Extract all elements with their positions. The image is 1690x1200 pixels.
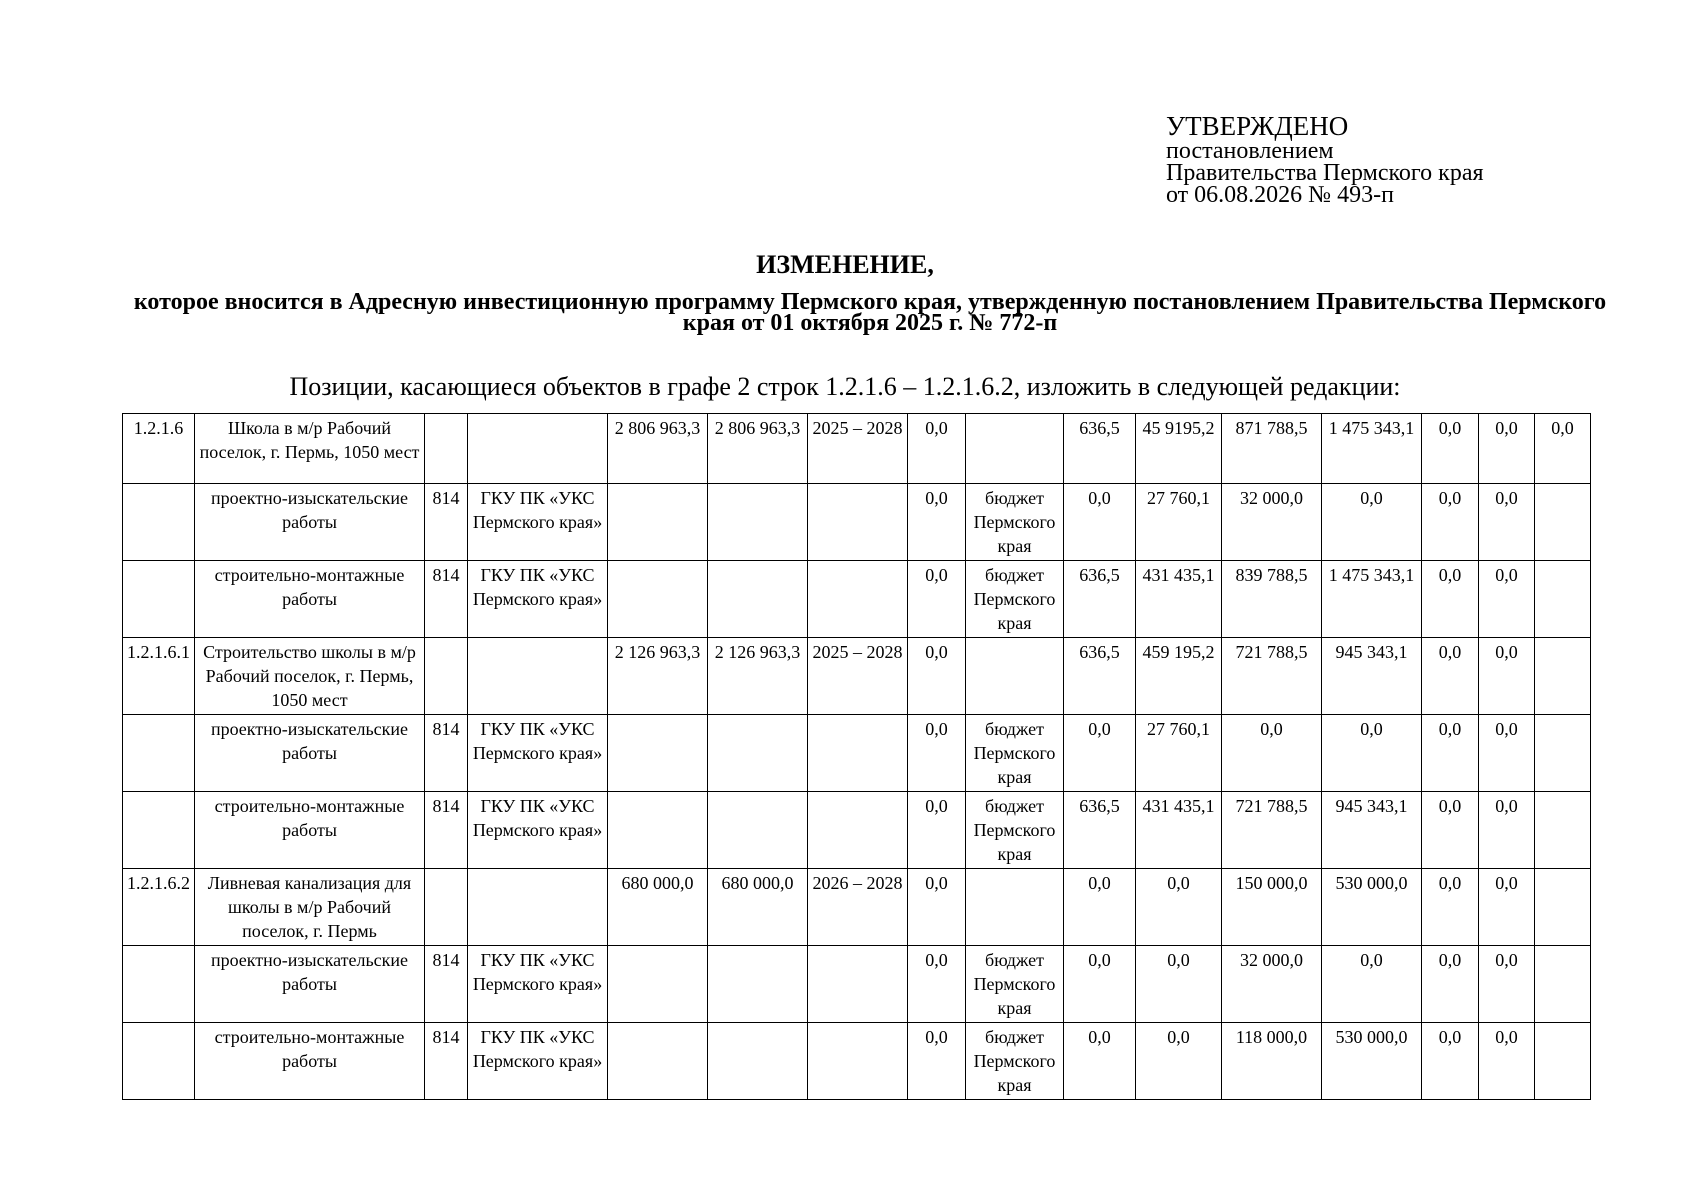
table-cell: бюджет Пермского края: [966, 484, 1064, 561]
table-cell: [425, 869, 468, 946]
table-cell: 27 760,1: [1136, 715, 1222, 792]
table-cell: 2 806 963,3: [708, 414, 808, 484]
table-cell: 1 475 343,1: [1322, 414, 1422, 484]
table-cell: [1535, 1023, 1591, 1100]
table-cell: ГКУ ПК «УКС Пермского края»: [468, 561, 608, 638]
table-cell: 0,0: [908, 946, 966, 1023]
table-cell: [608, 561, 708, 638]
table-cell: 1.2.1.6: [123, 414, 195, 484]
table-row: [123, 792, 1591, 869]
document-title: ИЗМЕНЕНИЕ,: [756, 250, 934, 279]
table-cell: 0,0: [1322, 946, 1422, 1023]
table-cell: строительно-монтажные работы: [195, 1023, 425, 1100]
table-cell: [1535, 638, 1591, 715]
table-row: [123, 561, 1591, 638]
table-cell: [808, 715, 908, 792]
table-cell: 0,0: [908, 484, 966, 561]
table-cell: 0,0: [1422, 869, 1479, 946]
table-cell: 431 435,1: [1136, 561, 1222, 638]
approval-date: от 06.08.2026 № 493-п: [1166, 182, 1394, 208]
table-cell: 2 126 963,3: [608, 638, 708, 715]
table-cell: [1535, 484, 1591, 561]
table-cell: 27 760,1: [1136, 484, 1222, 561]
table-cell: 814: [425, 561, 468, 638]
table-cell: [608, 1023, 708, 1100]
table-cell: проектно-изыскательские работы: [195, 484, 425, 561]
table-cell: 0,0: [1479, 638, 1535, 715]
table-cell: 814: [425, 484, 468, 561]
table-cell: [608, 484, 708, 561]
table-cell: [123, 561, 195, 638]
table-cell: 0,0: [1535, 414, 1591, 484]
table-cell: [708, 715, 808, 792]
table-cell: 118 000,0: [1222, 1023, 1322, 1100]
table-cell: 871 788,5: [1222, 414, 1322, 484]
table-cell: [123, 1023, 195, 1100]
table-cell: 814: [425, 792, 468, 869]
table-cell: 0,0: [1064, 715, 1136, 792]
table-cell: 0,0: [1479, 869, 1535, 946]
table-cell: 0,0: [1422, 792, 1479, 869]
table-cell: 0,0: [908, 561, 966, 638]
table-cell: 1.2.1.6.2: [123, 869, 195, 946]
table-cell: 32 000,0: [1222, 946, 1322, 1023]
table-body: [123, 414, 1591, 1100]
table-cell: 1.2.1.6.1: [123, 638, 195, 715]
table-cell: 0,0: [1479, 1023, 1535, 1100]
table-cell: 839 788,5: [1222, 561, 1322, 638]
table-cell: строительно-монтажные работы: [195, 561, 425, 638]
table-cell: бюджет Пермского края: [966, 715, 1064, 792]
table-cell: 945 343,1: [1322, 638, 1422, 715]
table-cell: 0,0: [1064, 946, 1136, 1023]
table-cell: 636,5: [1064, 561, 1136, 638]
table-cell: [468, 869, 608, 946]
table-row: [123, 946, 1591, 1023]
table-cell: 680 000,0: [608, 869, 708, 946]
table-cell: 0,0: [1064, 869, 1136, 946]
program-table: [122, 413, 1591, 1100]
table-cell: [608, 792, 708, 869]
table-cell: [608, 715, 708, 792]
table-cell: 2026 – 2028: [808, 869, 908, 946]
table-cell: [468, 638, 608, 715]
table-cell: 0,0: [1422, 946, 1479, 1023]
table-cell: бюджет Пермского края: [966, 792, 1064, 869]
table-cell: проектно-изыскательские работы: [195, 715, 425, 792]
table-cell: Ливневая канализация для школы в м/р Рабочий поселок, г. Пермь: [195, 869, 425, 946]
table-cell: [1535, 869, 1591, 946]
table-row: [123, 1023, 1591, 1100]
table-cell: 0,0: [908, 715, 966, 792]
table-cell: [1535, 715, 1591, 792]
table-cell: [808, 484, 908, 561]
table-cell: [708, 561, 808, 638]
table-cell: [1535, 561, 1591, 638]
approval-line: постановлением: [1166, 138, 1334, 164]
table-cell: [123, 484, 195, 561]
table-cell: [123, 946, 195, 1023]
table-cell: 2 806 963,3: [608, 414, 708, 484]
table-row: [123, 484, 1591, 561]
table-cell: ГКУ ПК «УКС Пермского края»: [468, 946, 608, 1023]
table-row: [123, 869, 1591, 946]
table-cell: бюджет Пермского края: [966, 1023, 1064, 1100]
table-cell: 0,0: [1479, 946, 1535, 1023]
table-row: [123, 638, 1591, 715]
table-cell: 721 788,5: [1222, 792, 1322, 869]
table-cell: 636,5: [1064, 638, 1136, 715]
document-subtitle: которое вносится в Адресную инвестиционную программу Пермского края, утвержденную постановлением Правительства Пермского края от 01 октября 2025 г. № 772-п: [133, 289, 1607, 336]
table-cell: [808, 792, 908, 869]
table-cell: 45 9195,2: [1136, 414, 1222, 484]
table-cell: 814: [425, 715, 468, 792]
table-cell: [966, 869, 1064, 946]
table-cell: [708, 792, 808, 869]
table-cell: 0,0: [1136, 946, 1222, 1023]
table-cell: строительно-монтажные работы: [195, 792, 425, 869]
table-cell: 721 788,5: [1222, 638, 1322, 715]
table-cell: 0,0: [908, 1023, 966, 1100]
table-cell: [808, 1023, 908, 1100]
table-cell: Строительство школы в м/р Рабочий поселок, г. Пермь, 1050 мест: [195, 638, 425, 715]
table-cell: 0,0: [1479, 715, 1535, 792]
table-cell: [966, 638, 1064, 715]
table-cell: [966, 414, 1064, 484]
table-row: [123, 715, 1591, 792]
table-cell: 814: [425, 946, 468, 1023]
table-cell: [1535, 792, 1591, 869]
table-cell: 0,0: [1479, 792, 1535, 869]
table-cell: [1535, 946, 1591, 1023]
table-cell: [425, 638, 468, 715]
table-cell: 0,0: [908, 414, 966, 484]
table-cell: 0,0: [1422, 414, 1479, 484]
table-cell: 0,0: [1136, 869, 1222, 946]
table-cell: ГКУ ПК «УКС Пермского края»: [468, 484, 608, 561]
table-cell: 0,0: [1322, 484, 1422, 561]
table-cell: бюджет Пермского края: [966, 946, 1064, 1023]
table-cell: 2025 – 2028: [808, 414, 908, 484]
table-cell: 636,5: [1064, 792, 1136, 869]
table-cell: 0,0: [1422, 638, 1479, 715]
table-cell: 0,0: [1422, 484, 1479, 561]
table-cell: 0,0: [1136, 1023, 1222, 1100]
table-row: [123, 414, 1591, 484]
table-cell: 945 343,1: [1322, 792, 1422, 869]
table-cell: [425, 414, 468, 484]
table-cell: 0,0: [908, 792, 966, 869]
table-cell: 0,0: [1322, 715, 1422, 792]
table-cell: 0,0: [908, 869, 966, 946]
table-cell: 636,5: [1064, 414, 1136, 484]
table-cell: [708, 484, 808, 561]
table-cell: ГКУ ПК «УКС Пермского края»: [468, 715, 608, 792]
document-lead: Позиции, касающиеся объектов в графе 2 строк 1.2.1.6 – 1.2.1.6.2, изложить в следующей редакции:: [289, 372, 1401, 401]
table-cell: бюджет Пермского края: [966, 561, 1064, 638]
table-cell: 0,0: [1422, 715, 1479, 792]
table-cell: 0,0: [908, 638, 966, 715]
table-cell: 0,0: [1422, 1023, 1479, 1100]
table-cell: 0,0: [1479, 414, 1535, 484]
table-cell: 431 435,1: [1136, 792, 1222, 869]
table-cell: 459 195,2: [1136, 638, 1222, 715]
approval-block: [1166, 112, 1484, 206]
table-cell: проектно-изыскательские работы: [195, 946, 425, 1023]
table-cell: [123, 715, 195, 792]
table-cell: 2025 – 2028: [808, 638, 908, 715]
table-cell: 32 000,0: [1222, 484, 1322, 561]
table-cell: 680 000,0: [708, 869, 808, 946]
table-cell: 0,0: [1479, 561, 1535, 638]
table-cell: [708, 946, 808, 1023]
table-cell: 150 000,0: [1222, 869, 1322, 946]
table-cell: 814: [425, 1023, 468, 1100]
table-cell: ГКУ ПК «УКС Пермского края»: [468, 1023, 608, 1100]
table-cell: [123, 792, 195, 869]
table-cell: 530 000,0: [1322, 869, 1422, 946]
table-cell: [808, 946, 908, 1023]
table-cell: 0,0: [1479, 484, 1535, 561]
table-cell: 0,0: [1422, 561, 1479, 638]
table-cell: [808, 561, 908, 638]
approval-line: Правительства Пермского края: [1166, 160, 1484, 186]
table-cell: 2 126 963,3: [708, 638, 808, 715]
table-cell: [708, 1023, 808, 1100]
table-cell: 0,0: [1064, 1023, 1136, 1100]
table-cell: 0,0: [1222, 715, 1322, 792]
table-cell: 1 475 343,1: [1322, 561, 1422, 638]
table-cell: ГКУ ПК «УКС Пермского края»: [468, 792, 608, 869]
table-cell: Школа в м/р Рабочий поселок, г. Пермь, 1050 мест: [195, 414, 425, 484]
table-cell: 0,0: [1064, 484, 1136, 561]
table-cell: 530 000,0: [1322, 1023, 1422, 1100]
table-cell: [468, 414, 608, 484]
table-cell: [608, 946, 708, 1023]
approval-stamp: УТВЕРЖДЕНО: [1166, 111, 1349, 141]
